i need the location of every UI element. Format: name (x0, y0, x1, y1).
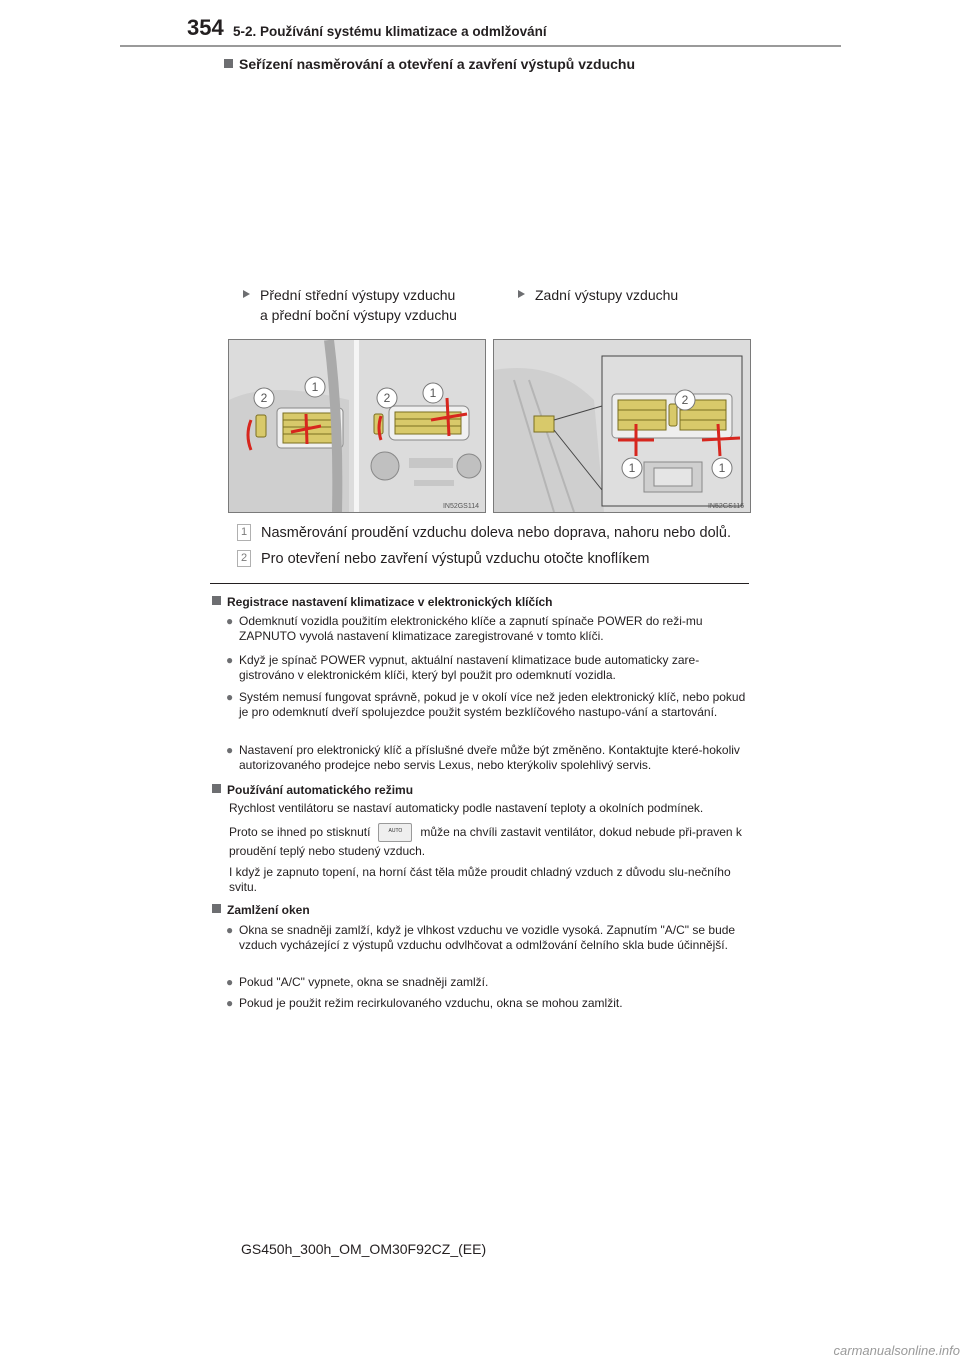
fog-title: Zamlžení oken (227, 903, 310, 917)
figure-code-right: IN52GS116 (707, 503, 744, 510)
list-item-text: Systém nemusí fungovat správně, pokud je v okolí více než jeden elektronický klíč, nebo pokud je pro odemknutí dveří spolujezdce použit systém bezklíčového nastupo-vání a startování. (239, 690, 746, 719)
figure-front-vents (228, 339, 486, 513)
section-title (224, 56, 635, 72)
auto-p2-after: může na chvíli zastavit ventilátor, dokud nebude při-praven k proudění teplý nebo studený vzduch. (229, 825, 742, 859)
callout-1-center: 1 (429, 386, 437, 400)
figure-code-left: IN52GS114 (442, 503, 479, 510)
footer-code: GS450h_300h_OM_OM30F92CZ_(EE) (241, 1241, 487, 1257)
bullet-icon: ● (226, 690, 234, 704)
auto-p2-before: Proto se ihned po stisknutí (229, 825, 371, 839)
callout-1-rear-left: 1 (628, 461, 636, 475)
auto-paragraph-2 (229, 823, 751, 860)
subhead-front-line1: Přední střední výstupy vzduchu (260, 287, 456, 303)
bullet-icon: ● (226, 653, 234, 667)
rear-vents-illustration (494, 340, 750, 512)
callout-2-left: 2 (260, 391, 268, 405)
bullet-icon: ● (226, 923, 234, 937)
auto-button-label: AUTO (388, 828, 403, 835)
list-item-text: Pokud je použit režim recirkulovaného vzduchu, okna se mohou zamlžit. (239, 996, 623, 1010)
list-item (226, 653, 753, 683)
subhead-rear-text: Zadní výstupy vzduchu (535, 287, 679, 303)
list-item-text: Když je spínač POWER vypnut, aktuální nastavení klimatizace bude automaticky zare-gistrováno v elektronickém klíči, který byl použit pro odemknutí vozidla. (239, 653, 700, 682)
callout-2-center: 2 (383, 391, 391, 405)
legend-text: Pro otevření nebo zavření výstupů vzduchu otočte knoflíkem (261, 550, 650, 567)
watermark: carmanualsonline.info (833, 1343, 960, 1358)
registration-title: Registrace nastavení klimatizace v elektronických klíčích (227, 595, 553, 609)
triangle-icon (243, 290, 250, 298)
callout-2-rear: 2 (681, 393, 689, 407)
bullet-icon: ● (226, 614, 234, 628)
list-item-text: Okna se snadněji zamlží, když je vlhkost vzduchu ve vozidle vysoká. Zapnutím "A/C" se bude vzduch vycházející z výstupů vzduchu odvlhčovat a odmlžování čelního skla bude účinnější. (239, 923, 736, 952)
bullet-icon: ● (226, 743, 234, 757)
subhead-rear (518, 285, 678, 305)
list-item-text: Odemknutí vozidla použitím elektronického klíče a zapnutí spínače POWER do reži-mu ZAPNUTO vyvolá nastavení klimatizace zaregistrované v tomto klíči. (239, 614, 703, 643)
section-divider (210, 583, 749, 584)
legend-item-1 (237, 524, 731, 541)
fog-heading (212, 903, 310, 917)
list-item (226, 614, 753, 644)
legend-text: Nasměrování proudění vzduchu doleva nebo doprava, nahoru nebo dolů. (261, 524, 731, 541)
section-title-text: Seřízení nasměrování a otevření a zavření výstupů vzduchu (239, 56, 636, 72)
bullet-icon: ● (226, 996, 234, 1010)
page-number: 354 (187, 15, 224, 40)
callout-1-rear-right: 1 (718, 461, 726, 475)
header-rule (120, 45, 841, 47)
auto-title: Používání automatického režimu (227, 783, 414, 797)
list-item (226, 996, 753, 1011)
legend-number: 1 (237, 524, 251, 541)
legend-item-2 (237, 550, 650, 567)
square-bullet-icon (224, 59, 233, 68)
legend-number: 2 (237, 550, 251, 567)
auto-button-icon (378, 823, 412, 842)
front-vents-illustration (229, 340, 485, 512)
list-item (226, 690, 753, 720)
list-item-text: Nastavení pro elektronický klíč a příslušné dveře může být změněno. Kontaktujte které-hokoliv autorizovaného prodejce nebo servis Lexus, nebo kterýkoliv spolehlivý servis. (239, 743, 740, 772)
bullet-icon: ● (226, 975, 234, 989)
list-item-text: Pokud "A/C" vypnete, okna se snadněji zamlží. (239, 975, 489, 989)
subhead-front-line2: a přední boční výstupy vzduchu (260, 307, 457, 323)
figure-rear-vents (493, 339, 751, 513)
list-item (226, 743, 753, 773)
square-bullet-icon (212, 596, 221, 605)
subhead-front (243, 285, 457, 325)
auto-paragraph-1: Rychlost ventilátoru se nastaví automaticky podle nastavení teploty a okolních podmínek. (229, 801, 704, 815)
list-item (226, 923, 753, 953)
callout-1-left: 1 (311, 380, 319, 394)
registration-heading (212, 595, 553, 609)
auto-paragraph-3: I když je zapnuto topení, na horní část těla může proudit chladný vzduch z důvodu slu-nečního svitu. (229, 865, 731, 894)
square-bullet-icon (212, 904, 221, 913)
triangle-icon (518, 290, 525, 298)
chapter-title: 5-2. Používání systému klimatizace a odmlžování (233, 24, 547, 39)
list-item (226, 975, 753, 990)
auto-heading (212, 783, 413, 797)
square-bullet-icon (212, 784, 221, 793)
